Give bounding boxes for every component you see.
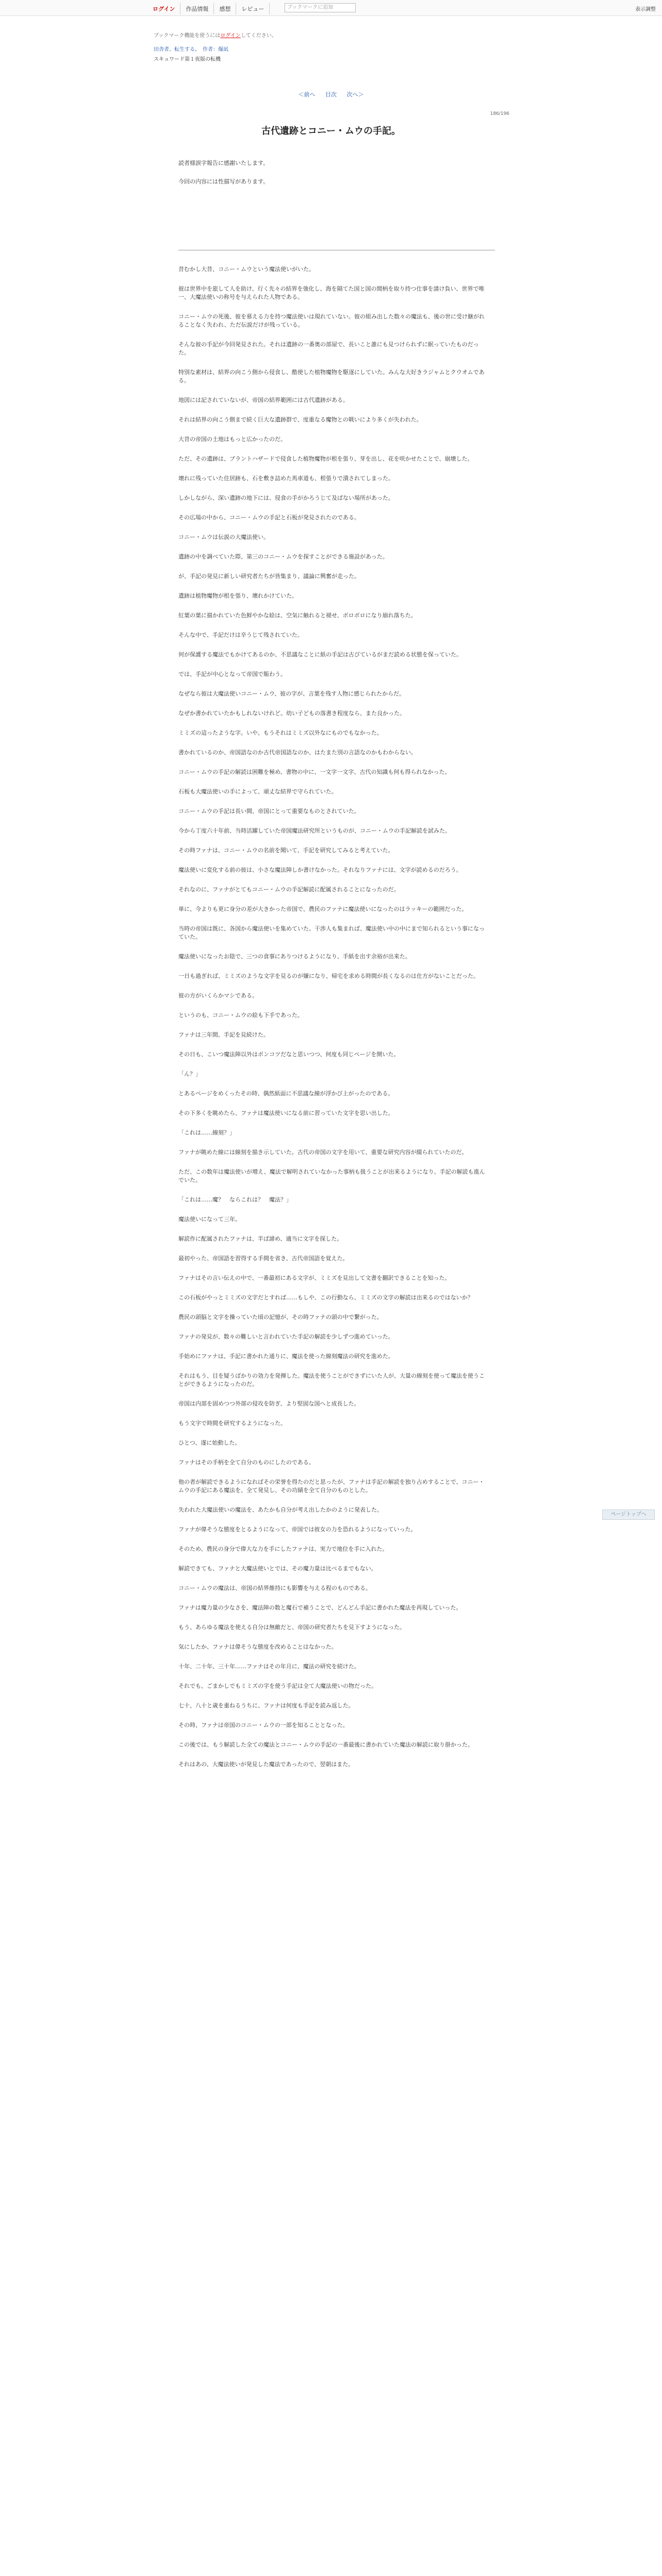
body-paragraph: 魔法使いになって三年。 <box>178 1216 241 1223</box>
top-nav-menu <box>147 3 270 14</box>
body-paragraph: ミミズの這ったような字。いや、もうそれはミミズ以外なにものでもなかった。 <box>178 730 383 736</box>
body-paragraph: 「ん？」 <box>178 1071 201 1077</box>
body-paragraph: 紅葉の葉に描かれていた色鮮やかな絵は、空気に触れると褪せ、ボロボロになり崩れ落ちた。 <box>178 612 417 619</box>
body-paragraph: 遺跡は植物魔物が根を張り、壊れかけていた。 <box>178 592 297 599</box>
page-top-button[interactable]: ページトップへ <box>602 1510 655 1520</box>
body-paragraph: 「これは……魔？ ならこれは？ 魔法？」 <box>178 1196 292 1203</box>
body-paragraph: コニー・ムウの死後、彼を慕える力を持つ魔法使いは現れていない。彼の組み出した数々の魔法も、後の世に受け継がれることなく失われ、ただ伝説だけが残っている。 <box>178 313 485 328</box>
next-episode-link[interactable]: 次へ＞ <box>346 91 364 98</box>
body-paragraph: 十年、二十年、三十年……ファナはその年月に、魔法の研究を続けた。 <box>178 1663 360 1670</box>
body-paragraph: 今から丁度六十年前、当時活躍していた帝国魔法研究所というものが、コニー・ムウの手記解読を試みた。 <box>178 827 451 834</box>
chapter-title: スキュワード第１夜版の転機 <box>154 57 221 62</box>
nav-item-reviews[interactable]: レビュー <box>236 3 270 14</box>
body-paragraph: 他の者が解読できるようになればその栄誉を得たのだと思ったが、ファナは手記の解読を独り占めすることで、コニー・ムウの手記にある魔法を、全て発見し、その功績を全て自分のものとした。 <box>178 1479 485 1494</box>
body-paragraph: が、手記の発見に新しい研究者たちが皆集まり、議論に興奮が走った。 <box>178 573 360 580</box>
body-paragraph: 単に、今よりも更に身分の差が大きかった帝国で、農民のファナに魔法使いになったのはラッキーの範囲だった。 <box>178 906 468 912</box>
prev-episode-link[interactable]: ＜前へ <box>298 91 316 98</box>
top-navigation-bar <box>0 0 662 16</box>
table-of-contents-link[interactable]: 目次 <box>325 91 337 98</box>
body-paragraph: ファナはその手柄を全て自分のものにしたのである。 <box>178 1459 315 1466</box>
body-paragraph: 彼の方がいくらかマシである。 <box>178 992 258 999</box>
body-paragraph: コニー・ムウは伝説の大魔法使い。 <box>178 534 269 540</box>
body-paragraph: ファナの発見が、数々の難しいと言われていた手記の解読を少しずつ進めていった。 <box>178 1333 394 1340</box>
body-paragraph: ひとつ、遂に始動した。 <box>178 1439 241 1446</box>
body-paragraph: もう文字で時間を研究するようになった。 <box>178 1420 286 1427</box>
novel-title-link[interactable]: 田舎者、転生する。 作者：爆凪 <box>154 47 228 53</box>
body-paragraph: 当時の帝国は既に、各国から魔法使いを集めていた。干渉人も集まれば、魔法使い中の中にまで知られるという事になっていた。 <box>178 925 485 940</box>
body-paragraph: その時、ファナは帝国のコニー・ムウの一部を知ることとなった。 <box>178 1722 349 1728</box>
body-paragraph: その下多くを眺めたら、ファナは魔法使いになる前に習っていた文字を思い出した。 <box>178 1110 394 1116</box>
login-link[interactable]: ログイン <box>147 3 180 14</box>
preface-line: 今回の内容には性描写があります。 <box>178 178 269 185</box>
body-paragraph: 魔法使いに変化する前の彼は、小さな魔法陣しか書けなかった。それなりファナには、文字が読めるのだろう。 <box>178 867 462 873</box>
body-paragraph: 何が保護する魔法でもかけてあるのか、不思議なことに紙の手記は古びているがまだ読める状態を保っていた。 <box>178 651 462 658</box>
body-paragraph: 特別な素材は、結界の向こう側から侵食し、酷使した植物魔物を駆逐にしていた。みんな大好きラジャムとクウオムである。 <box>178 369 485 384</box>
body-paragraph: 壊れに残っていた住居跡も、石を敷き詰めた馬車道も、根張りで潰されてしまった。 <box>178 475 394 482</box>
body-paragraph: 地図には記されていないが、帝国の結界範囲には古代遺跡がある。 <box>178 397 349 403</box>
body-paragraph: とあるページをめくったその時、偶然紙面に不思議な線が浮かび上がったのである。 <box>178 1090 394 1097</box>
body-paragraph: ファナは魔力量の少なさを、魔法陣の数と魔石で補うことで、どんどん手記に書かれた魔法を再現していった。 <box>178 1604 462 1611</box>
display-settings-link[interactable]: 表示調整 <box>635 7 656 12</box>
body-paragraph: 昔むかし大昔、コニー・ムウという魔法使いがいた。 <box>178 266 315 273</box>
body-paragraph: というのも、コニー・ムウの絵も下手であった。 <box>178 1012 303 1019</box>
body-paragraph: そんな中で、手記だけは辛うじて残されていた。 <box>178 632 303 638</box>
body-paragraph: なぜなら彼は大魔法使いコニー・ムウ、彼の字が、言葉を残す人物に感じられたからだ。 <box>178 690 405 697</box>
body-paragraph: この石板がやっとミミズの文字だとすれば……もしや、この行動なら、ミミズの文字の解読は出来るのではないか？ <box>178 1294 473 1301</box>
body-paragraph: では、手記が中心となって帝国で賑わう。 <box>178 671 286 677</box>
body-paragraph: ファナが眺めた線には線刻を描き示していた。古代の帝国の文字を用いて、重要な研究内容が綴られていたのだ。 <box>178 1149 468 1156</box>
body-paragraph: コニー・ムウの手記の解読は困難を極め、書物の中に、一文字一文字、古代の知識も何も得られなかった。 <box>178 769 451 775</box>
login-inline-link[interactable]: ログイン <box>220 33 241 39</box>
body-paragraph: 気にしたか、ファナは偉そうな態度を改めることはなかった。 <box>178 1643 337 1650</box>
body-paragraph: ファナはその言い伝えの中で、一番最初にある文字が、ミミズを見出して文書を翻訳できることを知った。 <box>178 1275 451 1281</box>
body-paragraph: ファナは三年間、手記を見続けた。 <box>178 1031 269 1038</box>
body-paragraph: その広場の中から、コニー・ムウの手記と石板が発見されたのである。 <box>178 514 360 521</box>
body-paragraph: その時ファナは、コニー・ムウの名前を聞いて、手記を研究してみると考えていた。 <box>178 847 394 854</box>
body-paragraph: しかしながら、深い遺跡の地下には、侵食の手がかろうじて及ばない場所があった。 <box>178 495 394 501</box>
body-paragraph: その日も、こいつ魔法陣以外はポンコツだなと思いつつ、何度も同じページを開いた。 <box>178 1051 400 1058</box>
body-paragraph: 解読できても、ファナと大魔法使いとでは、その魔力量は比べるまでもない。 <box>178 1565 377 1572</box>
episode-body-text <box>178 265 488 1780</box>
body-paragraph: それはもう、目を疑うばかりの効力を発揮した。魔法を使うことができずにいた人が、大量の線刻を使って魔法を使うことができるようになったのだ。 <box>178 1372 485 1387</box>
body-paragraph: この後では、もう解読した全ての魔法とコニー・ムウの手記の一番最後に書かれていた魔法の解読に取り掛かった。 <box>178 1741 473 1748</box>
body-paragraph: それでも、ごまかしでもミミズの字を使う手記は全て大魔法使いの物だった。 <box>178 1683 377 1689</box>
body-paragraph: 最初やった、帝国語を習得する手間を省き、古代帝国語を覚えた。 <box>178 1255 349 1262</box>
body-paragraph: 七十、八十と歳を重ねるうちに、ファナは何度も手記を読み返した。 <box>178 1702 354 1709</box>
body-paragraph: ただ、その遺跡は、ブラントハザードで侵食した植物魔物が根を張り、芽を出し、花を咲かせたことで、崩壊した。 <box>178 455 473 462</box>
novel-header <box>154 31 509 62</box>
body-paragraph: 石板も大魔法使いの手によって、頑丈な結界で守られていた。 <box>178 788 337 795</box>
body-paragraph: 帝国は内部を固めつつ外部の侵攻を防ぎ、より堅固な国へと成長した。 <box>178 1400 360 1407</box>
nav-item-novel-info[interactable]: 作品情報 <box>180 3 214 14</box>
body-paragraph: それはあの、大魔法使いが発見した魔法であったので、翌朝はまた。 <box>178 1761 354 1768</box>
body-paragraph: コニー・ムウの魔法は、帝国の結界維持にも影響を与える程のものである。 <box>178 1585 371 1591</box>
body-paragraph: それは結界の向こう側まで続く巨大な遺跡群で、度重なる魔物との戦いにより多くが失われた。 <box>178 416 422 423</box>
body-paragraph: 農民の頭脳と文字を操っていた頃の記憶が、その時ファナの頭の中で繋がった。 <box>178 1314 383 1320</box>
episode-pager <box>0 90 662 98</box>
preface-line: 読者様誤字報告に感謝いたします。 <box>178 160 269 166</box>
body-paragraph: 書かれているのか、帝国語なのか古代帝国語なのか、はたまた別の言語なのかもわからない。 <box>178 749 417 756</box>
body-paragraph: 一日も過ぎれば、ミミズのような文字を見るのが嫌になり、帰宅を求める時間が長くなるのは仕方がないことだった。 <box>178 973 479 979</box>
nav-item-comments[interactable]: 感想 <box>214 3 236 14</box>
preface <box>178 159 488 196</box>
bookmark-notice: ブックマーク機能を使うにはログインしてください。 <box>154 33 277 39</box>
body-paragraph: ただ、この数年は魔法使いが増え、魔法で解明されていなかった事柄も扱うことが出来るようになり、手記の解読も進んでいた。 <box>178 1168 485 1183</box>
body-paragraph: 「これは……線刻？」 <box>178 1129 235 1136</box>
episode-number: 186/196 <box>490 111 509 116</box>
body-paragraph: 失われた大魔法使いの魔法を、あたかも自分が考え出したかのように発表した。 <box>178 1506 383 1513</box>
body-paragraph: そんな彼の手記が今回発見された。それは遺跡の一番奥の部屋で、長いこと誰にも見つけられずに眠っていたものだった。 <box>178 341 479 356</box>
body-paragraph: 大昔の帝国の土地はもっと広かったのだ。 <box>178 436 286 443</box>
body-paragraph: そのため、農民の身分で偉大な力を手にしたファナは、実力で地位を手に入れた。 <box>178 1546 388 1552</box>
body-paragraph: なぜか書かれていたかもしれないけれど。幼い子どもの落書き程度なら、また良かった。 <box>178 710 405 717</box>
body-paragraph: もう、あらゆる魔法を使える自分は無敵だと、帝国の研究者たちを見下すようになった。 <box>178 1624 405 1631</box>
body-paragraph: それなのに、ファナがとてもコニー・ムウの手記解読に配属されることになったのだ。 <box>178 886 400 893</box>
body-paragraph: コニー・ムウの手記は長い間、帝国にとって重要なものとされていた。 <box>178 808 360 815</box>
body-paragraph: 彼は世界中を旅して人を助け、行く先々の結界を強化し、海を隔てた国と国の間柄を取り持つ仕事を請け負い、世界で唯一、大魔法使いの称号を与えられた人物である。 <box>178 285 485 300</box>
body-paragraph: 魔法使いになったお陰で、三つの食事にありつけるようになり、手紙を出す余裕が出来た。 <box>178 953 411 960</box>
body-paragraph: 遺跡の中を調べていた際、第三のコニー・ムウを探すことができる施設があった。 <box>178 553 388 560</box>
body-paragraph: 解読作に配属されたファナは、半ば諦め、適当に文字を探した。 <box>178 1235 343 1242</box>
body-paragraph: 手始めにファナは、手記に書かれた通りに、魔法を使った線刻魔法の研究を進めた。 <box>178 1353 394 1360</box>
episode-title: 古代遺跡とコニー・ムウの手記。 <box>261 126 401 137</box>
bookmark-add-button[interactable]: ブックマークに追加 <box>285 3 356 12</box>
body-paragraph: ファナが偉そうな態度をとるようになって、帝国では彼女の力を恐れるようになっていった。 <box>178 1526 417 1533</box>
